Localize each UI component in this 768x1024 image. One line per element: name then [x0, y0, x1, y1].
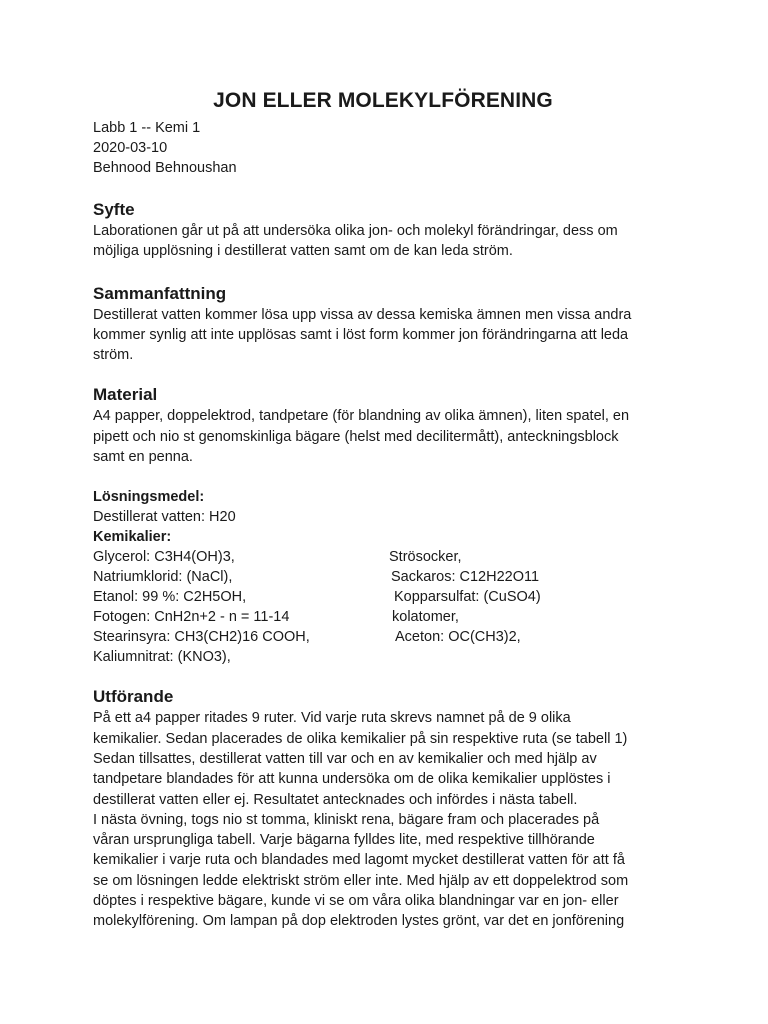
date-line: 2020-03-10 [93, 140, 168, 156]
sammanfattning-paragraph [93, 305, 673, 366]
chemical-row [93, 607, 673, 627]
syfte-paragraph [93, 221, 673, 262]
text-line: kemikalier. Sedan placerades de olika kemikalier på sin respektive ruta (se tabell 1) [93, 730, 628, 747]
chemical-right: Strösocker, [389, 549, 462, 566]
chemical-left: Glycerol: C3H4(OH)3, [93, 549, 235, 566]
chemical-left: Stearinsyra: CH3(CH2)16 COOH, [93, 629, 310, 646]
section-utforande [93, 686, 673, 931]
text-line: våran ursprungliga tabell. Varje bägarna fylldes lite, med respektive tillhörande [93, 832, 595, 849]
chemical-left: Kaliumnitrat: (KNO3), [93, 649, 231, 666]
material-paragraph [93, 406, 673, 467]
text-line: se om lösningen ledde elektriskt ström eller inte. Med hjälp av ett doppelektrod som [93, 872, 629, 889]
text-line: pipett och nio st genomskinliga bägare (helst med decilitermått), anteckningsblock [93, 428, 619, 445]
chemical-right: kolatomer, [392, 609, 459, 626]
chemical-row [93, 567, 673, 587]
chemical-row [93, 647, 673, 667]
text-line: I nästa övning, togs nio st tomma, kliniskt rena, bägare fram och placerades på [93, 811, 600, 828]
document-meta [93, 118, 673, 178]
chemical-left: Fotogen: CnH2n+2 - n = 11-14 [93, 609, 290, 626]
text-line: Destillerat vatten kommer lösa upp vissa av dessa kemiska ämnen men vissa andra [93, 306, 632, 323]
solvent-value: Destillerat vatten: H20 [93, 509, 236, 526]
document-page [93, 88, 673, 932]
text-line: destillerat vatten eller ej. Resultatet antecknades och infördes i nästa tabell. [93, 791, 578, 808]
text-line: På ett a4 papper ritades 9 ruter. Vid varje ruta skrevs namnet på de 9 olika [93, 710, 571, 727]
solvent-label: Lösningsmedel: [93, 489, 205, 506]
text-line: Laborationen går ut på att undersöka olika jon- och molekyl förändringar, dess om [93, 223, 618, 239]
section-material [93, 384, 673, 667]
section-syfte [93, 199, 673, 262]
chemical-left: Natriumklorid: (NaCl), [93, 569, 233, 586]
chemical-right: Kopparsulfat: (CuSO4) [394, 589, 541, 606]
section-heading-syfte: Syfte [93, 200, 135, 219]
text-line: Sedan tillsattes, destillerat vatten till var och en av kemikalier och med hjälp av [93, 750, 597, 767]
text-line: samt en penna. [93, 449, 193, 466]
chemical-left: Etanol: 99 %: C2H5OH, [93, 589, 247, 606]
text-line: tandpetare blandades för att kunna undersöka om de olika kemikalier upplöstes i [93, 771, 611, 788]
text-line: A4 papper, doppelektrod, tandpetare (för blandning av olika ämnen), liten spatel, en [93, 408, 630, 425]
text-line: molekylförening. Om lampan på dop elektroden lystes grönt, var det en jonförening [93, 913, 625, 930]
utforande-paragraph [93, 708, 673, 931]
chemical-row [93, 587, 673, 607]
text-line: kemikalier i varje ruta och blandades med lagomt mycket destillerat vatten för att få [93, 852, 625, 869]
section-sammanfattning [93, 283, 673, 366]
section-heading-utforande: Utförande [93, 687, 174, 707]
chemical-right: Sackaros: C12H22O11 [391, 569, 540, 586]
course-line: Labb 1 -- Kemi 1 [93, 120, 201, 136]
section-heading-material: Material [93, 385, 158, 405]
author-line: Behnood Behnoushan [93, 160, 237, 176]
text-line: ström. [93, 347, 134, 364]
document-title: JON ELLER MOLEKYLFÖRENING [213, 89, 553, 112]
chemical-row [93, 627, 673, 647]
text-line: kommer synlig att inte upplösas samt i löst form kommer jon förändringarna att leda [93, 326, 629, 343]
section-heading-sammanfattning: Sammanfattning [93, 283, 227, 303]
text-line: döptes i respektive bägare, kunde vi se om våra olika blandningar var en jon- eller [93, 893, 619, 910]
solvent-block [93, 487, 673, 667]
chemical-row [93, 547, 673, 567]
chemical-right: Aceton: OC(CH3)2, [395, 629, 521, 646]
chemicals-label: Kemikalier: [93, 529, 172, 546]
text-line: möjliga upplösning i destillerat vatten samt om de kan leda ström. [93, 243, 513, 260]
